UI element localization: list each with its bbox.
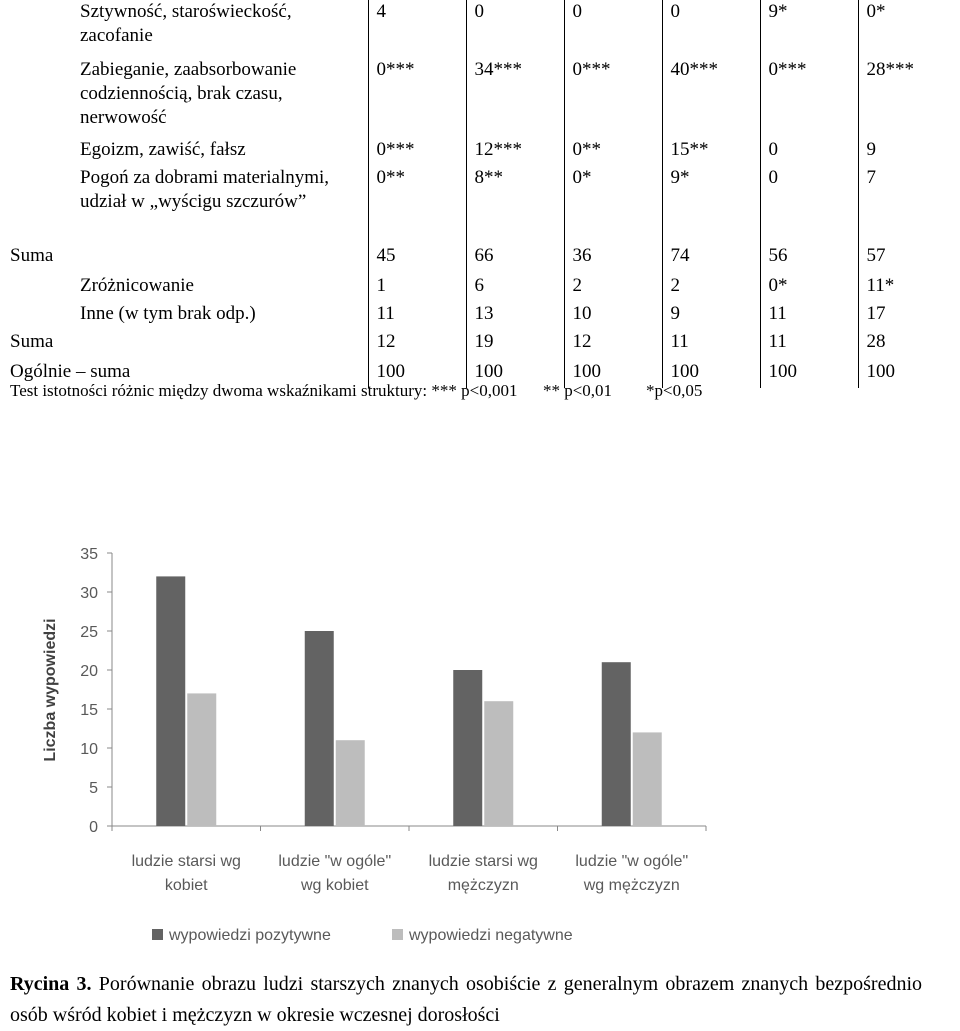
bar-negative — [187, 693, 216, 826]
table-cell: 11 — [760, 330, 858, 360]
table-cell: 0** — [368, 166, 466, 244]
legend-swatch — [392, 929, 403, 940]
table-cell: 9* — [662, 166, 760, 244]
y-tick-label: 15 — [80, 702, 98, 719]
table-row — [0, 58, 958, 138]
x-category-label: ludzie "w ogóle" — [278, 853, 392, 870]
table-cell: 45 — [368, 244, 466, 274]
table-cell: 11* — [858, 274, 958, 302]
table-cell: 28 — [858, 330, 958, 360]
table-cell: 11 — [760, 302, 858, 330]
table-cell: 100 — [466, 360, 564, 388]
y-tick-label: 35 — [80, 546, 98, 563]
table-row — [0, 166, 958, 244]
table-cell: 0*** — [368, 138, 466, 166]
x-category-label: ludzie starsi wg — [131, 853, 241, 870]
table-cell: 2 — [564, 274, 662, 302]
x-category-label: ludzie "w ogóle" — [575, 853, 689, 870]
table-cell: 12 — [564, 330, 662, 360]
table-row — [0, 244, 958, 274]
table-cell: 100 — [760, 360, 858, 388]
x-category-label: wg kobiet — [300, 877, 369, 894]
table-cell: 57 — [858, 244, 958, 274]
table-cell: 12*** — [466, 138, 564, 166]
table-cell: 7 — [858, 166, 958, 244]
legend-label: wypowiedzi pozytywne — [169, 927, 331, 944]
table-cell: 9* — [760, 0, 858, 58]
bar-positive — [305, 631, 334, 826]
bar-positive — [453, 670, 482, 826]
bar-negative — [633, 732, 662, 826]
bar-negative — [336, 740, 365, 826]
table-cell: 0 — [760, 138, 858, 166]
significance-test-note: Test istotności różnic między dwoma wskaźnikami struktury: *** p<0,001 ** p<0,01 *p<0,05 — [10, 381, 703, 400]
table-cell: 9 — [858, 138, 958, 166]
table-cell: 0 — [662, 0, 760, 58]
row-label: Ogólnie – suma — [10, 361, 131, 382]
table-cell: 8** — [466, 166, 564, 244]
row-label: Egoizm, zawiść, fałsz — [80, 139, 246, 160]
bar-positive — [156, 576, 185, 826]
legend-swatch — [152, 929, 163, 940]
table-cell: 74 — [662, 244, 760, 274]
table-cell: 100 — [662, 360, 760, 388]
table-cell: 0 — [564, 0, 662, 58]
table-row — [0, 0, 958, 58]
y-tick-label: 5 — [89, 780, 98, 797]
table-cell: 40*** — [662, 58, 760, 138]
table-cell: 0 — [760, 166, 858, 244]
y-tick-label: 20 — [80, 663, 98, 680]
table-cell: 6 — [466, 274, 564, 302]
row-label: Suma — [10, 245, 54, 266]
data-table — [0, 0, 958, 388]
y-axis-label: Liczba wypowiedzi — [42, 618, 59, 762]
row-label: Pogoń za dobrami materialnymi, udział w „wyścigu szczurów” — [80, 167, 330, 212]
table-cell: 0** — [564, 138, 662, 166]
table-cell: 0* — [760, 274, 858, 302]
table-row — [0, 274, 958, 302]
figure-caption — [10, 969, 922, 1031]
y-tick-label: 30 — [80, 585, 98, 602]
legend-label: wypowiedzi negatywne — [409, 927, 573, 944]
table-row — [0, 302, 958, 330]
table-cell: 12 — [368, 330, 466, 360]
table-cell: 36 — [564, 244, 662, 274]
table-cell: 0*** — [760, 58, 858, 138]
table-cell: 11 — [368, 302, 466, 330]
table-cell: 19 — [466, 330, 564, 360]
table-cell: 100 — [368, 360, 466, 388]
results-table-fragment — [0, 0, 960, 388]
table-row — [0, 330, 958, 360]
bar-positive — [602, 662, 631, 826]
table-cell: 28*** — [858, 58, 958, 138]
table-cell: 13 — [466, 302, 564, 330]
row-label: Zabieganie, zaabsorbowanie codziennością, brak czasu, nerwowość — [80, 59, 297, 128]
bar-negative — [484, 701, 513, 826]
table-cell: 100 — [858, 360, 958, 388]
table-cell: 9 — [662, 302, 760, 330]
table-cell: 1 — [368, 274, 466, 302]
table-cell: 34*** — [466, 58, 564, 138]
row-label: Inne (w tym brak odp.) — [80, 303, 256, 324]
x-category-label: wg mężczyzn — [583, 877, 680, 894]
table-cell: 0*** — [564, 58, 662, 138]
table-cell: 0 — [466, 0, 564, 58]
table-cell: 56 — [760, 244, 858, 274]
bar-chart — [0, 530, 960, 960]
row-label: Suma — [10, 331, 54, 352]
x-category-label: mężczyzn — [447, 877, 519, 894]
table-row — [0, 138, 958, 166]
caption-text: Porównanie obrazu ludzi starszych znanych osobiście z generalnym obrazem znanych bezpośrednio osób wśród kobiet i mężczyzn w okresie wczesnej dorosłości — [10, 973, 923, 1026]
y-tick-label: 25 — [80, 624, 98, 641]
table-cell: 4 — [368, 0, 466, 58]
caption-label: Rycina 3. — [10, 973, 92, 995]
y-tick-label: 0 — [89, 819, 98, 836]
table-cell: 17 — [858, 302, 958, 330]
y-tick-label: 10 — [80, 741, 98, 758]
x-category-label: kobiet — [164, 877, 208, 894]
table-cell: 0* — [564, 166, 662, 244]
table-cell: 11 — [662, 330, 760, 360]
table-cell: 10 — [564, 302, 662, 330]
table-cell: 2 — [662, 274, 760, 302]
table-cell: 0*** — [368, 58, 466, 138]
row-label: Zróżnicowanie — [80, 275, 194, 296]
row-label: Sztywność, staroświeckość, zacofanie — [80, 1, 292, 46]
table-cell: 66 — [466, 244, 564, 274]
table-cell: 100 — [564, 360, 662, 388]
x-category-label: ludzie starsi wg — [428, 853, 538, 870]
table-cell: 15** — [662, 138, 760, 166]
table-cell: 0* — [858, 0, 958, 58]
